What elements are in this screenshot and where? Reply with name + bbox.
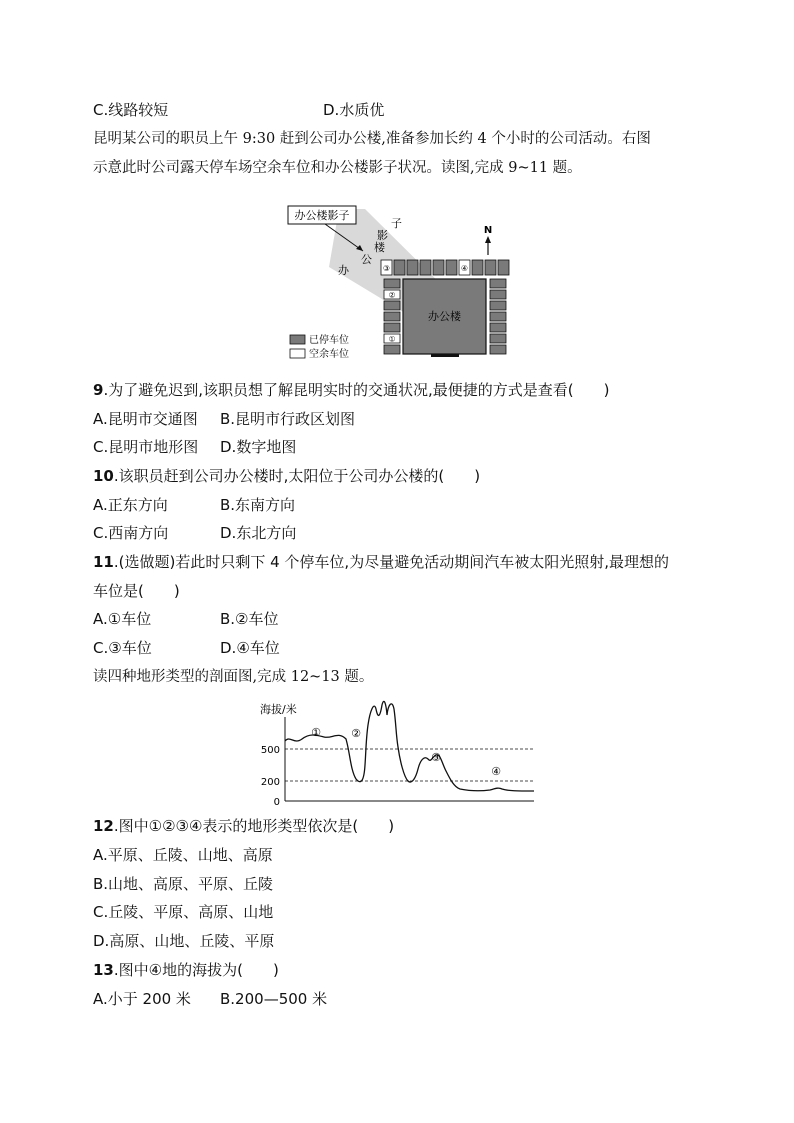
shadow-char-3: 楼 xyxy=(374,241,385,254)
terrain-profile-figure xyxy=(258,695,538,810)
legend-parked-label: 已停车位 xyxy=(309,335,349,346)
building-label: 办公楼 xyxy=(428,310,461,323)
q10-option-b: B.东南方向 xyxy=(220,496,296,514)
top-row-spots xyxy=(381,260,509,275)
q9-option-d: D.数字地图 xyxy=(220,438,297,456)
question-9 xyxy=(93,380,609,400)
question-11-number: 11 xyxy=(93,553,114,571)
intro-2: 读四种地形类型的剖面图,完成 12~13 题。 xyxy=(93,669,374,685)
intro-1-line-2: 示意此时公司露天停车场空余车位和办公楼影子状况。读图,完成 9~11 题。 xyxy=(93,160,582,176)
question-12 xyxy=(93,816,394,836)
q13-option-b: B.200—500 米 xyxy=(220,990,328,1008)
q9-option-c: C.昆明市地形图 xyxy=(93,438,199,456)
q12-option-a: A.平原、丘陵、山地、高原 xyxy=(93,846,273,864)
q11-option-c: C.③车位 xyxy=(93,639,152,657)
question-10 xyxy=(93,466,480,486)
intro-1-line-1: 昆明某公司的职员上午 9:30 赶到公司办公楼,准备参加长约 4 个小时的公司活动。右图 xyxy=(93,131,651,147)
question-10-number: 10 xyxy=(93,467,114,485)
question-9-number: 9 xyxy=(93,381,104,399)
shadow-char-4: 公 xyxy=(361,253,372,266)
profile-label-2: ② xyxy=(351,727,361,740)
shadow-char-2: 影 xyxy=(377,229,388,242)
spot-4-label: ④ xyxy=(460,264,469,273)
profile-ylabel: 海拔/米 xyxy=(260,703,297,716)
profile-label-1: ① xyxy=(311,726,321,739)
north-label: N xyxy=(483,225,493,236)
spot-2-label: ② xyxy=(388,290,396,300)
q11-option-d: D.④车位 xyxy=(220,639,280,657)
spot-1-label: ① xyxy=(388,334,396,344)
question-12-number: 12 xyxy=(93,817,114,835)
building-entrance xyxy=(431,354,459,357)
question-11-stem-1: .(选做题)若此时只剩下 4 个停车位,为尽量避免活动期间汽车被太阳光照射,最理想的 xyxy=(113,553,669,571)
q11-option-b: B.②车位 xyxy=(220,610,279,628)
spot-3-label: ③ xyxy=(382,264,391,273)
shadow-char-1: 子 xyxy=(391,217,402,230)
parking-lot-figure xyxy=(285,203,515,363)
legend-empty-label: 空余车位 xyxy=(309,349,349,360)
shadow-char-5: 办 xyxy=(338,264,349,277)
q13-option-a: A.小于 200 米 xyxy=(93,990,191,1008)
profile-label-3: ③ xyxy=(431,751,441,764)
shadow-callout: 办公楼影子 xyxy=(294,209,350,222)
prev-option-c: C.线路较短 xyxy=(93,101,169,119)
q12-option-d: D.高原、山地、丘陵、平原 xyxy=(93,932,275,950)
question-10-stem: .该职员赶到公司办公楼时,太阳位于公司办公楼的( ) xyxy=(113,467,481,485)
prev-option-d: D.水质优 xyxy=(323,101,385,119)
question-12-stem: .图中①②③④表示的地形类型依次是( ) xyxy=(113,817,395,835)
tick-200: 200 xyxy=(260,777,280,788)
q12-option-b: B.山地、高原、平原、丘陵 xyxy=(93,875,274,893)
tick-0: 0 xyxy=(273,797,280,808)
legend-empty-swatch xyxy=(290,349,305,358)
right-column-spots xyxy=(490,279,506,354)
q9-option-b: B.昆明市行政区划图 xyxy=(220,410,356,428)
profile-label-4: ④ xyxy=(491,765,501,778)
q10-option-d: D.东北方向 xyxy=(220,524,297,542)
legend-parked-swatch xyxy=(290,335,305,344)
tick-500: 500 xyxy=(260,745,280,756)
q12-option-c: C.丘陵、平原、高原、山地 xyxy=(93,903,274,921)
question-11-stem-2: 车位是( ) xyxy=(93,582,180,600)
question-9-stem: .为了避免迟到,该职员想了解昆明实时的交通状况,最便捷的方式是查看( ) xyxy=(103,381,610,399)
question-11 xyxy=(93,552,669,572)
question-13-stem: .图中④地的海拔为( ) xyxy=(113,961,279,979)
q9-option-a: A.昆明市交通图 xyxy=(93,410,198,428)
question-13-number: 13 xyxy=(93,961,114,979)
q11-option-a: A.①车位 xyxy=(93,610,152,628)
q10-option-a: A.正东方向 xyxy=(93,496,168,514)
q10-option-c: C.西南方向 xyxy=(93,524,169,542)
question-13 xyxy=(93,960,279,980)
